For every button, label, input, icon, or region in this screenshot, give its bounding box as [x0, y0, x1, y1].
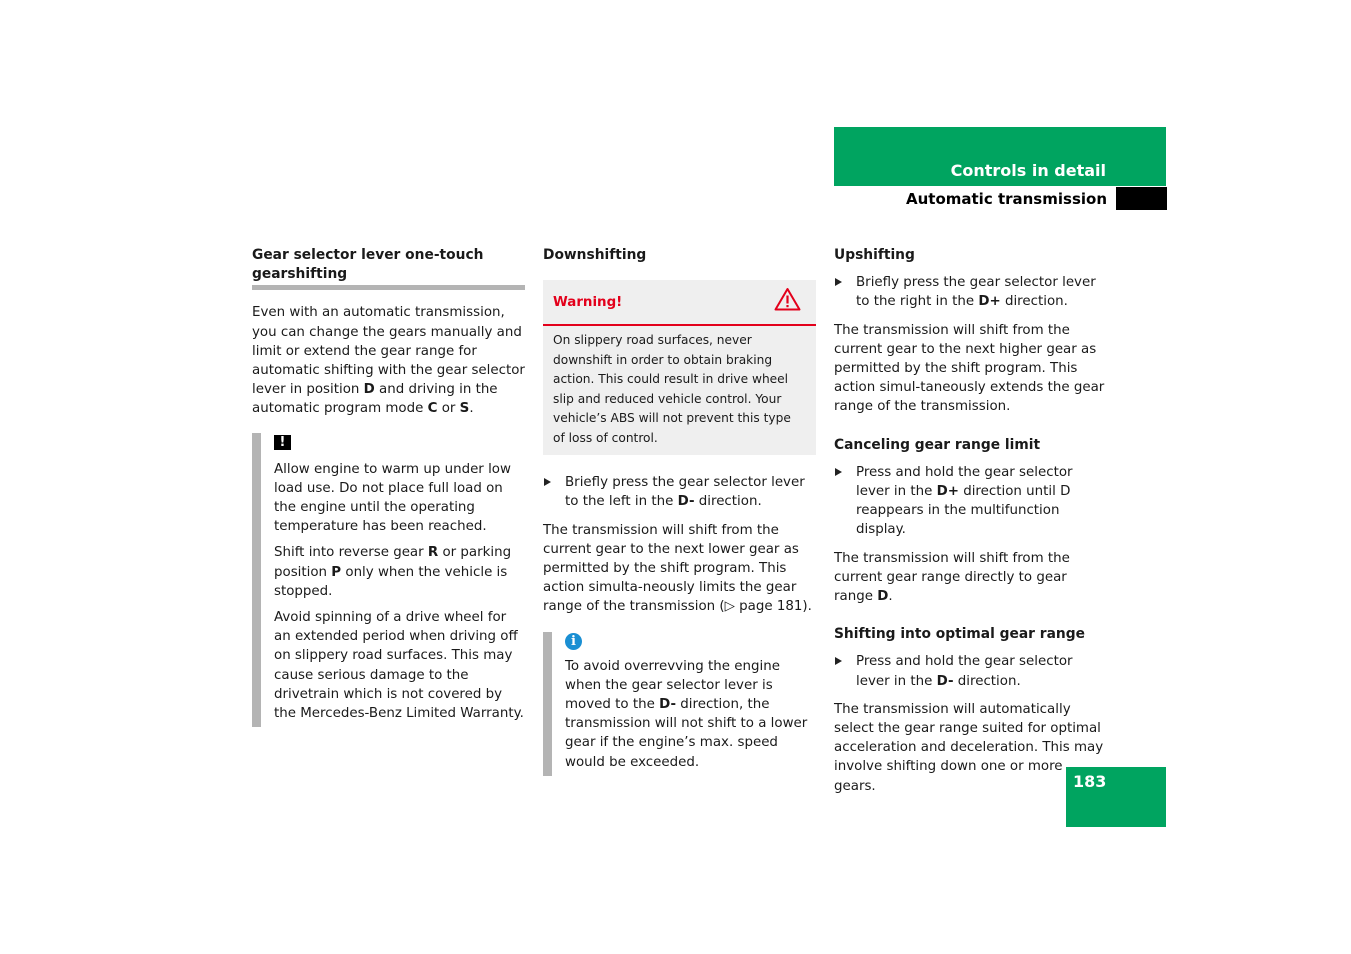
downshift-step: Briefly press the gear selector lever to the left in the D- direction.: [543, 473, 816, 511]
info-text: To avoid overrevving the engine when the gear selector lever is moved to the D- direction, the transmission will not shift to a lower gear if the engine’s max. speed would be exceeded.: [565, 658, 808, 770]
cancel-step: Press and hold the gear selector lever in the D+ direction until D reappears in the multifunction display.: [834, 463, 1107, 540]
info-note: [543, 632, 816, 776]
warning-text: On slippery road surfaces, never downshift in order to obtain braking action. This could result in drive wheel slip and reduced vehicle control. Your vehicle’s ABS will not prevent this type of loss of control.: [553, 333, 791, 445]
downshift-result: The transmission will shift from the current gear to the next lower gear as permitted by the shift program. This action simulta-neously limits the gear range of the transmission (▷ page 181).: [543, 522, 812, 615]
bullet-arrow-icon: [835, 468, 842, 476]
bullet-arrow-icon: [835, 657, 842, 665]
warning-box: [543, 280, 816, 455]
intro-paragraph: Even with an automatic transmission, you can change the gears manually and limit or extend the gear range for automatic shifting with the gear selector lever in position D and driving in the automatic program mode C or S.: [252, 305, 525, 417]
heading-one-touch: Gear selector lever one-touch gearshifting: [252, 246, 525, 290]
column-right: [834, 246, 1107, 796]
upshift-result: The transmission will shift from the current gear to the next higher gear as permitted by the shift program. This action simul-taneously extends the gear range of the transmission.: [834, 322, 1105, 415]
info-icon: i: [565, 633, 582, 650]
page-number: 183: [1073, 772, 1107, 791]
subsection-title: Automatic transmission: [906, 190, 1107, 208]
upshift-step: Briefly press the gear selector lever to the right in the D+ direction.: [834, 273, 1107, 311]
subsection-marker: [1116, 187, 1167, 210]
gear-range-symbol: D: [1060, 484, 1071, 500]
page-number-box: [1066, 767, 1166, 827]
note-paragraph-warmup: Allow engine to warm up under low load use. Do not place full load on the engine until the operating temperature has been reached.: [274, 461, 511, 535]
cancel-result: The transmission will shift from the current gear range directly to gear range D.: [834, 550, 1070, 605]
section-header: [834, 127, 1166, 186]
bullet-arrow-icon: [835, 278, 842, 286]
heading-upshifting: Upshifting: [834, 247, 915, 263]
column-middle: [543, 246, 816, 776]
warning-triangle-icon: [774, 287, 801, 317]
heading-downshifting: Downshifting: [543, 247, 647, 263]
section-title: Controls in detail: [950, 161, 1106, 180]
note-paragraph-spinning: Avoid spinning of a drive wheel for an extended period when driving off on slippery road surfaces. This may cause serious damage to the drivetrain which is not covered by the Mercedes-Benz Limited Warranty.: [274, 610, 524, 722]
optimal-result: The transmission will automatically select the gear range suited for optimal acceleration and deceleration. This may involve shifting down one or more gears.: [834, 701, 1104, 794]
optimal-step: Press and hold the gear selector lever in the D- direction.: [834, 652, 1107, 690]
exclamation-icon: !: [274, 435, 291, 450]
heading-canceling: Canceling gear range limit: [834, 436, 1041, 453]
bullet-arrow-icon: [544, 478, 551, 486]
caution-note: [252, 433, 525, 728]
note-paragraph-reverse: Shift into reverse gear R or parking position P only when the vehicle is stopped.: [274, 545, 512, 599]
heading-optimal: Shifting into optimal gear range: [834, 626, 1085, 643]
column-left: [252, 246, 525, 727]
warning-label: Warning!: [553, 294, 623, 310]
